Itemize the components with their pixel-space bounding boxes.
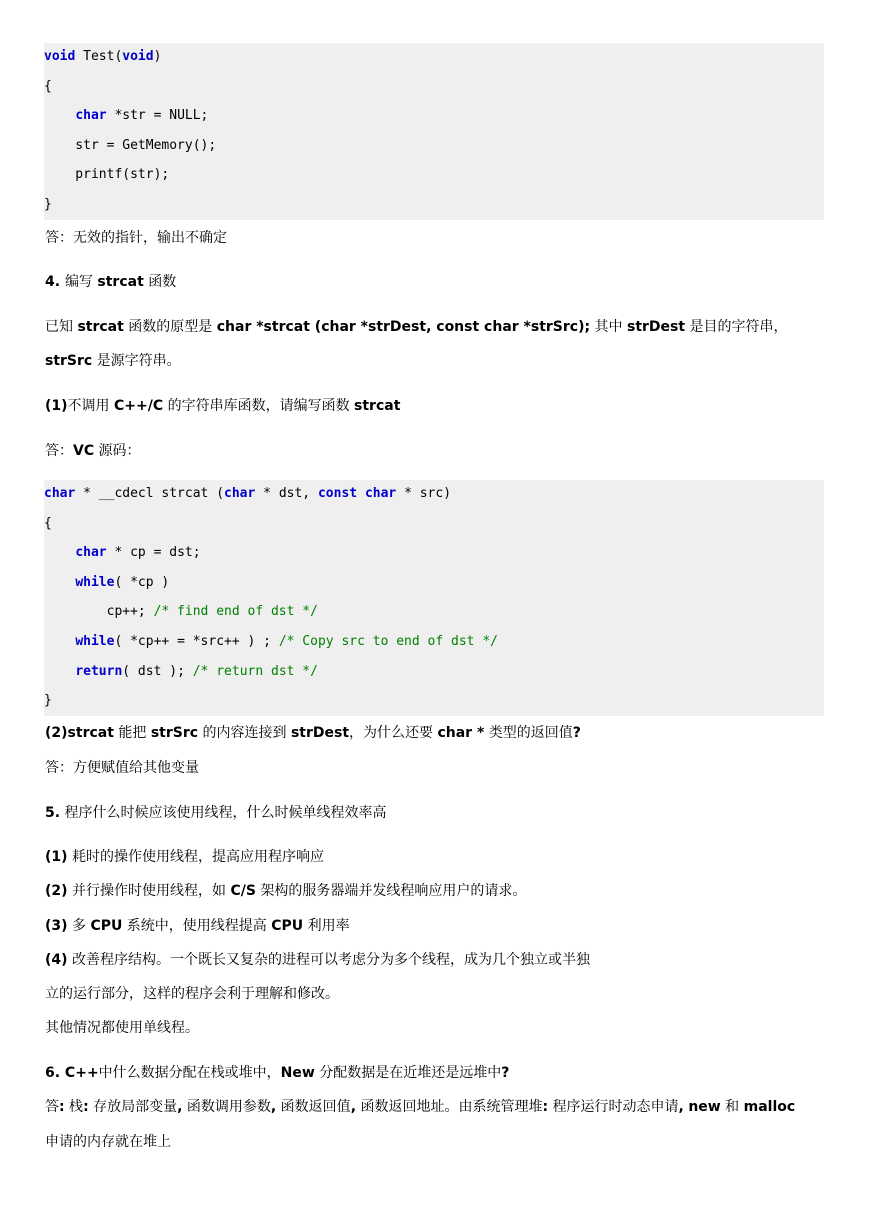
code-line (44, 514, 52, 534)
bold-text: (2)strcat (45, 725, 114, 741)
bold-text: ? (572, 725, 581, 741)
code-comment: /* Copy src to end of dst */ (278, 634, 498, 649)
code-line (44, 573, 169, 593)
code-keyword: while (75, 575, 115, 590)
text-run: 程序运行时动态申请 (548, 1099, 679, 1115)
answer-invalid-pointer: 答：无效的指针，输出不确定 (45, 230, 227, 246)
code-text: str = GetMemory(); (44, 138, 217, 153)
text-run: 函数的原型是 (123, 319, 217, 335)
code-line (44, 602, 318, 622)
code-text: * src) (396, 486, 452, 501)
q6-title (45, 1063, 509, 1083)
code-text: ( *cp ) (114, 575, 170, 590)
code-line (44, 195, 52, 215)
q5-conclusion (45, 1018, 199, 1038)
code-text: ) (153, 49, 162, 64)
code-line (44, 77, 52, 97)
code-line (44, 106, 208, 126)
text-run: 存放局部变量 (88, 1099, 178, 1115)
text-run: 的内容连接到 (198, 725, 291, 741)
code-text: } (44, 197, 52, 212)
code-text: ( dst ); (122, 664, 193, 679)
code-text (44, 664, 75, 679)
text-run: 申请的内存就在堆上 (45, 1134, 171, 1150)
code-text (44, 545, 75, 560)
bold-text: strSrc (45, 353, 93, 369)
code-text (44, 108, 75, 123)
q5-item-4 (45, 950, 590, 970)
bold-text: 5. (45, 805, 61, 821)
code-keyword: return (75, 664, 123, 679)
bold-text: : (59, 1099, 65, 1115)
code-keyword: char (75, 545, 107, 560)
code-keyword: char (224, 486, 256, 501)
text-run: 函数调用参数 (182, 1099, 271, 1115)
text-run: 其中 (590, 319, 627, 335)
bold-text: strDest (626, 319, 686, 335)
text-run: 是源字符串。 (92, 353, 181, 369)
code-keyword: void (122, 49, 154, 64)
bold-text: strcat (77, 319, 124, 335)
bold-text: , (177, 1099, 183, 1115)
bold-text: strcat (354, 398, 401, 414)
bold-text: , (678, 1099, 684, 1115)
code-line (44, 543, 201, 563)
text-run: 利用率 (303, 918, 350, 934)
code-line (44, 632, 498, 652)
bold-text: char *strcat (char *strDest, const char *strSrc); (216, 319, 591, 335)
text-run: 答： (45, 443, 73, 459)
q6-answer-line1 (45, 1097, 795, 1117)
bold-text: C++/C (114, 398, 164, 414)
bold-text: : (542, 1099, 549, 1115)
bold-text: strSrc (150, 725, 199, 741)
q4-description-line2 (45, 351, 181, 371)
bold-text: , (270, 1099, 277, 1115)
code-block-strcat (44, 480, 824, 716)
code-comment: /* find end of dst */ (153, 604, 318, 619)
q5-item-3 (45, 916, 350, 936)
bold-text: VC (73, 443, 95, 459)
bold-text: C/S (230, 883, 256, 899)
code-line (44, 47, 161, 67)
code-text (357, 486, 365, 501)
text-run: 其他情况都使用单线程。 (45, 1020, 199, 1036)
bold-text: CPU (271, 918, 304, 934)
text-run: 源码： (94, 443, 141, 459)
text-run: 和 (720, 1099, 744, 1115)
q5-item-2 (45, 881, 526, 901)
code-keyword: void (44, 49, 76, 64)
q4-subquestion-1 (45, 396, 400, 416)
bold-text: (3) (45, 918, 68, 934)
text-run: 编写 (64, 274, 98, 290)
code-line (44, 484, 451, 504)
text-run: ，为什么还要 (349, 725, 438, 741)
code-line (44, 165, 169, 185)
code-block-test-getmemory (44, 43, 824, 220)
text-run: 程序什么时候应该使用线程，什么时候单线程效率高 (60, 805, 387, 821)
text-run: 分配数据是在近堆还是远堆中 (314, 1065, 502, 1081)
code-text (44, 575, 75, 590)
bold-text: ? (501, 1065, 510, 1081)
q4-title (45, 272, 176, 292)
text-run: 不调用 (67, 398, 114, 414)
text-run: 中什么数据分配在栈或堆中， (98, 1065, 281, 1081)
text-run: 函数返回值 (276, 1099, 351, 1115)
text-run: 栈 (64, 1099, 84, 1115)
code-text: { (44, 516, 52, 531)
code-keyword: char (44, 486, 76, 501)
text-run: 函数 (143, 274, 177, 290)
code-text: * __cdecl strcat ( (75, 486, 225, 501)
code-text: * dst, (255, 486, 318, 501)
text-run: 改善程序结构。一个既长又复杂的进程可以考虑分为多个线程，成为几个独立或半独 (67, 952, 590, 968)
bold-text: New (280, 1065, 315, 1081)
bold-text: CPU (90, 918, 123, 934)
bold-text: 6. C++ (45, 1065, 99, 1081)
text-run: 函数返回地址。由系统管理堆 (356, 1099, 543, 1115)
bold-text: 4. (45, 274, 65, 290)
bold-text: (2) (45, 883, 68, 899)
code-keyword: char (75, 108, 107, 123)
bold-text: new (688, 1099, 721, 1115)
code-keyword: while (75, 634, 115, 649)
code-text (44, 634, 75, 649)
text-run: 能把 (113, 725, 151, 741)
text-run: 多 (67, 918, 91, 934)
code-line (44, 136, 216, 156)
code-text: } (44, 693, 52, 708)
bold-text: (4) (45, 952, 68, 968)
text-run: 答 (45, 1099, 59, 1115)
bold-text: (1) (45, 849, 68, 865)
q4-answer-2 (45, 758, 199, 778)
text-run: 已知 (45, 319, 78, 335)
text-run: 是目的字符串， (685, 319, 788, 335)
text-run: 类型的返回值 (484, 725, 573, 741)
text-run: 立的运行部分，这样的程序会利于理解和修改。 (45, 986, 339, 1002)
text-run: 答：方便赋值给其他变量 (45, 760, 199, 776)
q5-item-1 (45, 847, 324, 867)
q4-description-line1 (45, 317, 788, 337)
code-text: * cp = dst; (106, 545, 201, 560)
code-keyword: const (317, 486, 358, 501)
code-text: { (44, 79, 52, 94)
text-run: 系统中，使用线程提高 (122, 918, 272, 934)
text-run: 架构的服务器端并发线程响应用户的请求。 (255, 883, 527, 899)
bold-text: char * (437, 725, 485, 741)
bold-text: strDest (290, 725, 350, 741)
text-run: 耗时的操作使用线程，提高应用程序响应 (67, 849, 324, 865)
code-line (44, 662, 318, 682)
q5-title (45, 803, 387, 823)
code-text: ( *cp++ = *src++ ) ; (114, 634, 279, 649)
bold-text: (1) (45, 398, 68, 414)
q6-answer-line2 (45, 1132, 171, 1152)
bold-text: malloc (743, 1099, 796, 1115)
text-run: 并行操作时使用线程，如 (67, 883, 231, 899)
text-run: 的字符串库函数，请编写函数 (163, 398, 355, 414)
code-text: printf(str); (44, 167, 170, 182)
q5-item-4-continued (45, 984, 339, 1004)
q4-subquestion-2 (45, 723, 581, 743)
bold-text: , (350, 1099, 357, 1115)
bold-text: : (83, 1099, 89, 1115)
q4-answer-heading (45, 441, 141, 461)
bold-text: strcat (97, 274, 144, 290)
code-text: cp++; (44, 604, 154, 619)
code-comment: /* return dst */ (192, 664, 318, 679)
code-line (44, 691, 52, 711)
code-text: Test( (75, 49, 123, 64)
code-keyword: char (364, 486, 397, 501)
code-text: *str = NULL; (106, 108, 209, 123)
